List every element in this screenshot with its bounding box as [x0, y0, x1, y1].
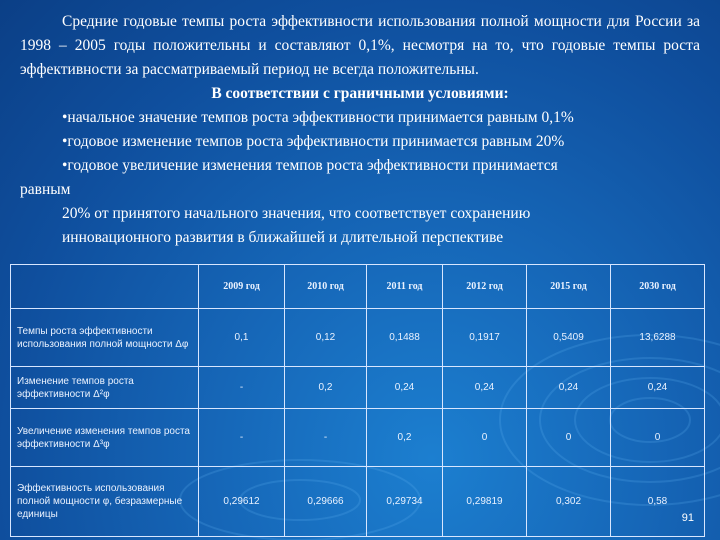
table-cell: 0 — [443, 409, 527, 467]
row-label: Темпы роста эффективности использования полной мощности Δφ — [11, 309, 199, 367]
bullet-item: •годовое изменение темпов роста эффективности принимается равным 20% — [62, 133, 565, 150]
table-row — [11, 467, 705, 537]
table-cell: 0,1488 — [367, 309, 443, 367]
row-label: Изменение темпов роста эффективности Δ²φ — [11, 367, 199, 409]
table-header-row — [11, 265, 705, 309]
header-cell: 2010 год — [285, 265, 367, 309]
table-cell: 0,302 — [527, 467, 611, 537]
table-cell: 0,29612 — [199, 467, 285, 537]
table-cell: 0,58 — [611, 467, 705, 537]
table-cell: 0,29666 — [285, 467, 367, 537]
row-label: Увеличение изменения темпов роста эффективности Δ³φ — [11, 409, 199, 467]
header-cell — [11, 265, 199, 309]
table-cell: - — [199, 367, 285, 409]
table-cell: 0,24 — [443, 367, 527, 409]
text-block — [20, 10, 700, 250]
table-cell: 0 — [611, 409, 705, 467]
efficiency-table — [10, 264, 705, 537]
header-cell: 2009 год — [199, 265, 285, 309]
header-cell: 2012 год — [443, 265, 527, 309]
bullet-item: •начальное значение темпов роста эффективности принимается равным 0,1% — [62, 109, 574, 126]
page-number: 91 — [681, 512, 694, 524]
table-cell: - — [285, 409, 367, 467]
table-cell: 0,2 — [285, 367, 367, 409]
table-cell: 0,12 — [285, 309, 367, 367]
conditions-heading: В соответствии с граничными условиями: — [211, 85, 509, 102]
table-cell: 0 — [527, 409, 611, 467]
row-label: Эффективность использования полной мощности φ, безразмерные единицы — [11, 467, 199, 537]
bullet-continuation-line: 20% от принятого начального значения, что соответствует сохранению — [62, 205, 531, 222]
table-cell: 0,24 — [367, 367, 443, 409]
bullet-item: •годовое увеличение изменения темпов роста эффективности принимается — [62, 157, 558, 174]
bullet-continuation: равным — [20, 181, 71, 198]
table-cell: 0,29819 — [443, 467, 527, 537]
table-cell: 0,2 — [367, 409, 443, 467]
table-row — [11, 367, 705, 409]
table-row — [11, 409, 705, 467]
bullet-continuation-line: инновационного развития в ближайшей и длительной перспективе — [62, 229, 504, 246]
header-cell: 2030 год — [611, 265, 705, 309]
table-cell: 0,24 — [527, 367, 611, 409]
table-cell: 0,29734 — [367, 467, 443, 537]
table-cell: 0,24 — [611, 367, 705, 409]
table-cell: - — [199, 409, 285, 467]
table-cell: 13,6288 — [611, 309, 705, 367]
header-cell: 2011 год — [367, 265, 443, 309]
intro-paragraph: Средние годовые темпы роста эффективности использования полной мощности для России за 1998 – 2005 годы положительны и составляют 0,1%, несмотря на то, что годовые темпы роста эффективности за рассматриваемый период не всегда положительны. — [20, 13, 700, 78]
table-row — [11, 309, 705, 367]
table-cell: 0,1 — [199, 309, 285, 367]
table-cell: 0,1917 — [443, 309, 527, 367]
header-cell: 2015 год — [527, 265, 611, 309]
table-cell: 0,5409 — [527, 309, 611, 367]
